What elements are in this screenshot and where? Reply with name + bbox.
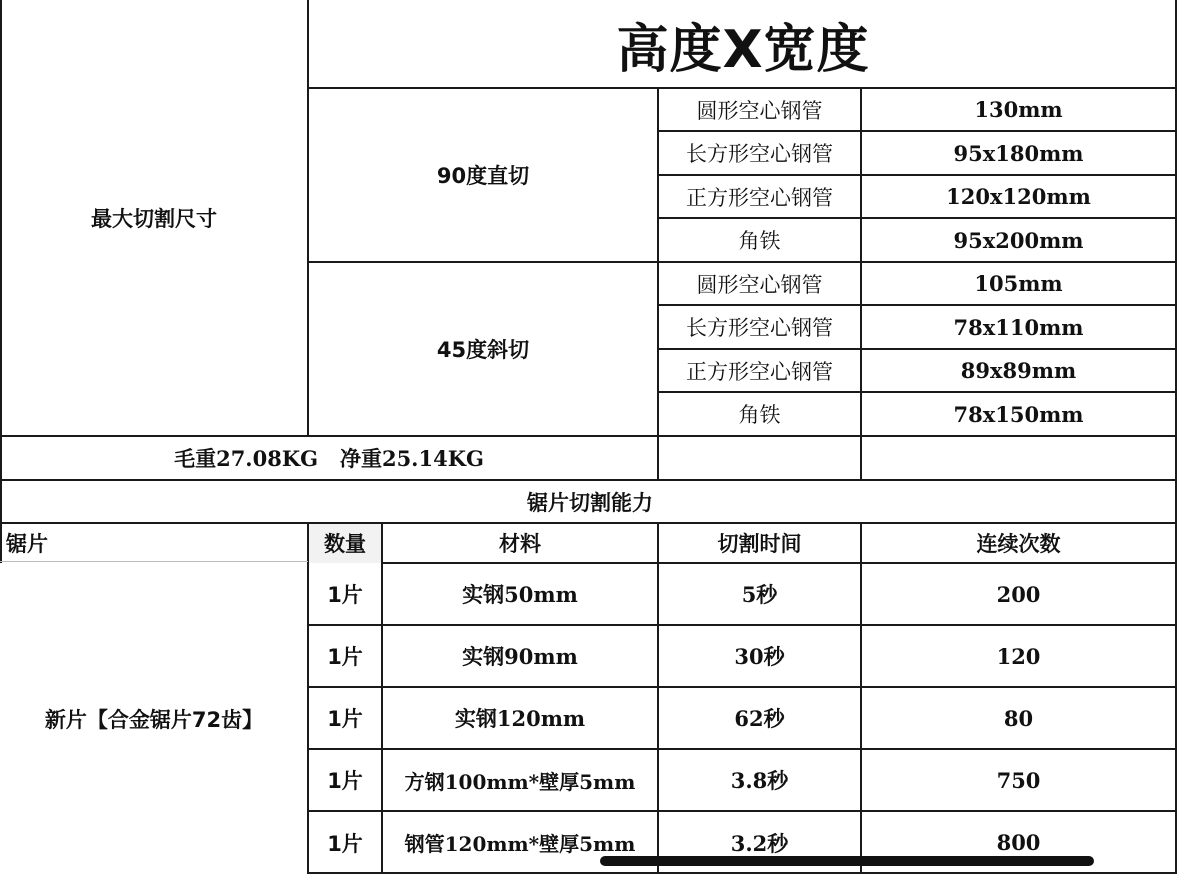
- row-quantity: 1片: [327, 769, 363, 793]
- grid-line: [860, 523, 862, 874]
- row-quantity: 1片: [327, 645, 363, 669]
- row-cut-time: 30秒: [734, 644, 785, 669]
- spec-value: 105mm: [974, 271, 1063, 296]
- group-label-90-degree: 90度直切: [436, 164, 530, 188]
- spec-value: 89x89mm: [960, 358, 1077, 383]
- section-label-max-cut-size: 最大切割尺寸: [91, 207, 217, 231]
- grid-line: [658, 130, 1177, 132]
- grid-line: [308, 810, 1177, 812]
- row-cut-time: 3.2秒: [730, 830, 789, 856]
- grid-line: [307, 523, 309, 874]
- row-quantity: 1片: [327, 831, 363, 856]
- grid-line: [308, 748, 1177, 750]
- table-title: 高度X宽度: [616, 19, 870, 80]
- row-cut-time: 3.8秒: [730, 768, 789, 793]
- row-material: 方钢100mm*壁厚5mm: [404, 769, 636, 794]
- row-cut-time: 62秒: [734, 706, 785, 731]
- spec-value: 78x110mm: [953, 314, 1084, 340]
- row-material: 实钢120mm: [454, 706, 586, 731]
- grid-line: [308, 87, 1177, 89]
- grid-line: [658, 348, 1177, 350]
- blade-section-title: 锯片切割能力: [527, 490, 653, 515]
- spec-item: 长方形空心钢管: [686, 142, 833, 166]
- header-continuous-count: 连续次数: [976, 532, 1061, 556]
- header-blade: 锯片: [6, 532, 48, 556]
- grid-line: [0, 435, 1177, 437]
- row-count: 120: [996, 643, 1041, 669]
- row-count: 80: [1003, 705, 1034, 731]
- grid-line: [308, 624, 1177, 626]
- spec-item: 正方形空心钢管: [686, 359, 833, 384]
- grid-line: [658, 217, 1177, 219]
- spec-value: 95x200mm: [953, 227, 1084, 253]
- spec-item: 正方形空心钢管: [686, 185, 833, 210]
- spec-value: 130mm: [974, 97, 1063, 122]
- row-quantity: 1片: [327, 583, 363, 607]
- spec-item: 长方形空心钢管: [686, 316, 833, 340]
- spec-item: 角铁: [738, 229, 781, 253]
- row-quantity: 1片: [327, 707, 363, 731]
- spec-value: 95x180mm: [953, 140, 1084, 166]
- row-material: 实钢90mm: [462, 644, 578, 669]
- row-count: 200: [996, 581, 1041, 607]
- grid-line: [308, 261, 1177, 263]
- home-indicator-bar[interactable]: [600, 856, 1094, 866]
- header-quantity: 数量: [308, 523, 382, 563]
- grid-line: [657, 523, 659, 874]
- spec-item: 圆形空心钢管: [696, 98, 823, 123]
- row-cut-time: 5秒: [741, 582, 778, 607]
- spec-value: 78x150mm: [953, 401, 1084, 427]
- grid-line: [0, 561, 308, 562]
- grid-line: [657, 88, 659, 480]
- row-count: 800: [996, 830, 1041, 855]
- grid-line: [307, 0, 309, 436]
- header-cut-time: 切割时间: [717, 532, 802, 556]
- row-material: 钢管120mm*壁厚5mm: [404, 832, 636, 856]
- row-material: 实钢50mm: [462, 582, 578, 607]
- grid-line: [860, 88, 862, 480]
- grid-line: [0, 522, 1177, 524]
- blade-name: 新片【合金锯片72齿】: [44, 707, 264, 732]
- weight-info: 毛重27.08KG 净重25.14KG: [174, 446, 484, 471]
- row-count: 750: [996, 767, 1041, 793]
- grid-line: [308, 686, 1177, 688]
- spec-item: 圆形空心钢管: [696, 272, 823, 297]
- grid-line: [381, 523, 383, 874]
- grid-line: [658, 174, 1177, 176]
- header-material: 材料: [499, 532, 541, 556]
- spec-value: 120x120mm: [946, 184, 1091, 209]
- spec-item: 角铁: [738, 403, 781, 427]
- grid-line: [658, 391, 1177, 393]
- grid-line: [0, 479, 1177, 481]
- group-label-45-degree: 45度斜切: [436, 338, 530, 362]
- grid-line: [658, 304, 1177, 306]
- grid-line: [382, 562, 1177, 564]
